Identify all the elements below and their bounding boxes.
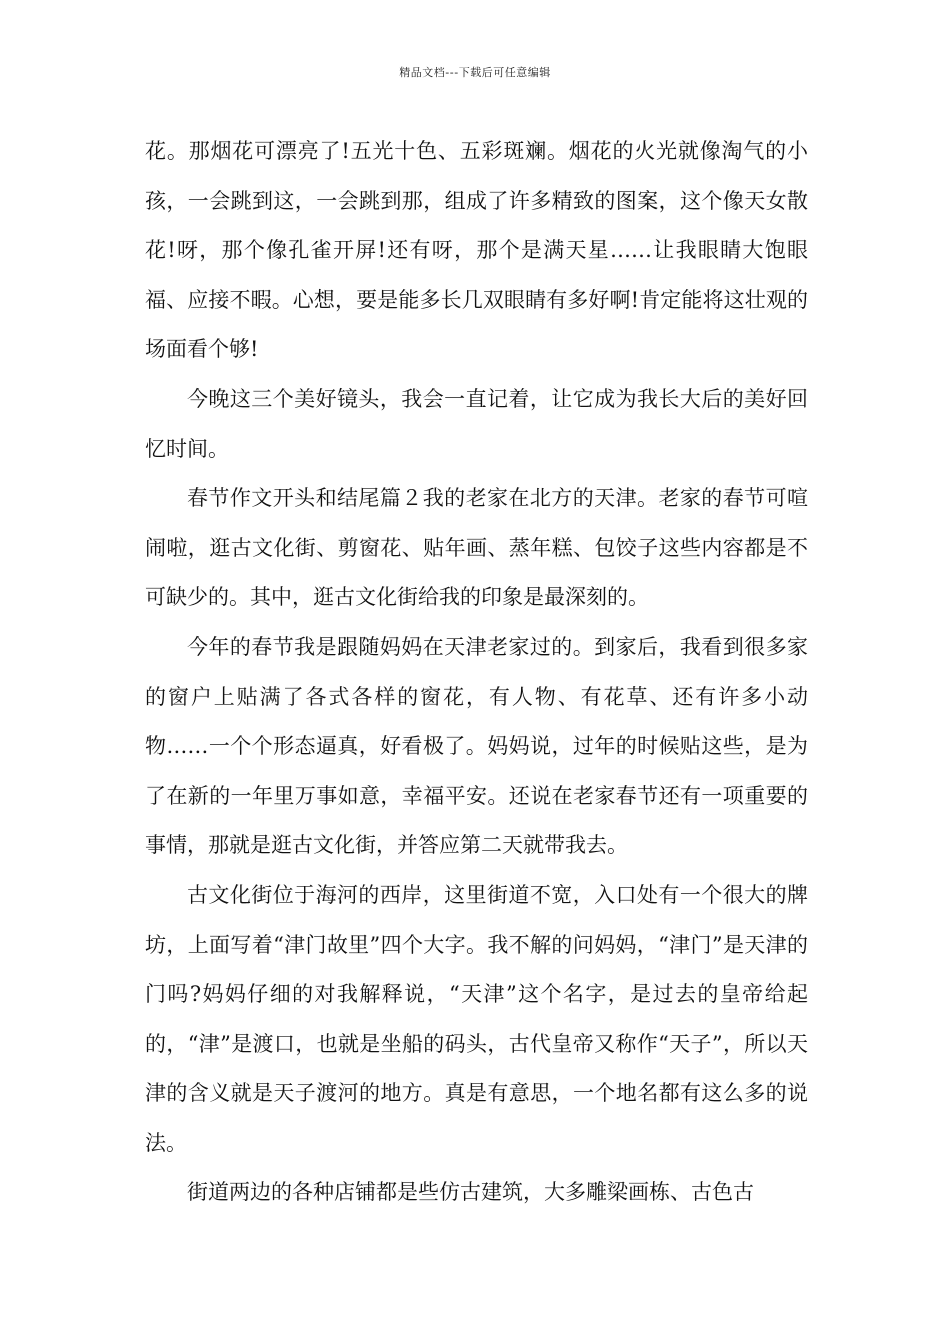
paragraph: 古文化街位于海河的西岸，这里街道不宽，入口处有一个很大的牌坊，上面写着“津门故里”四个大字。我不解的问妈妈，“津门”是天津的门吗?妈妈仔细的对我解释说，“天津”这个名字，是过去的皇帝给起的，“津”是渡口，也就是坐船的码头，古代皇帝又称作“天子”，所以天津的含义就是天子渡河的地方。真是有意思，一个地名都有这么多的说法。 [145,882,808,1155]
paragraph: 今晚这三个美好镜头，我会一直记着，让它成为我长大后的美好回忆时间。 [145,386,808,461]
page-header: 精品文档---下载后可任意编辑 [399,66,551,79]
paragraph: 春节作文开头和结尾篇２我的老家在北方的天津。老家的春节可喧闹啦，逛古文化街、剪窗花、贴年画、蒸年糕、包饺子这些内容都是不可缺少的。其中，逛古文化街给我的印象是最深刻的。 [145,486,808,610]
paragraph: 花。那烟花可漂亮了!五光十色、五彩斑斓。烟花的火光就像淘气的小孩，一会跳到这，一会跳到那，组成了许多精致的图案，这个像天女散花!呀，那个像孔雀开屏!还有呀，那个是满天星……让我眼睛大饱眼福、应接不暇。心想，要是能多长几双眼睛有多好啊!肯定能将这壮观的场面看个够! [145,139,808,362]
paragraph: 今年的春节我是跟随妈妈在天津老家过的。到家后，我看到很多家的窗户上贴满了各式各样的窗花，有人物、有花草、还有许多小动物……一个个形态逼真，好看极了。妈妈说，过年的时候贴这些，是为了在新的一年里万事如意，幸福平安。还说在老家春节还有一项重要的事情，那就是逛古文化街，并答应第二天就带我去。 [145,634,808,858]
paragraph: 街道两边的各种店铺都是些仿古建筑，大多雕梁画栋、古色古 [187,1180,754,1205]
body-text [145,127,808,1218]
